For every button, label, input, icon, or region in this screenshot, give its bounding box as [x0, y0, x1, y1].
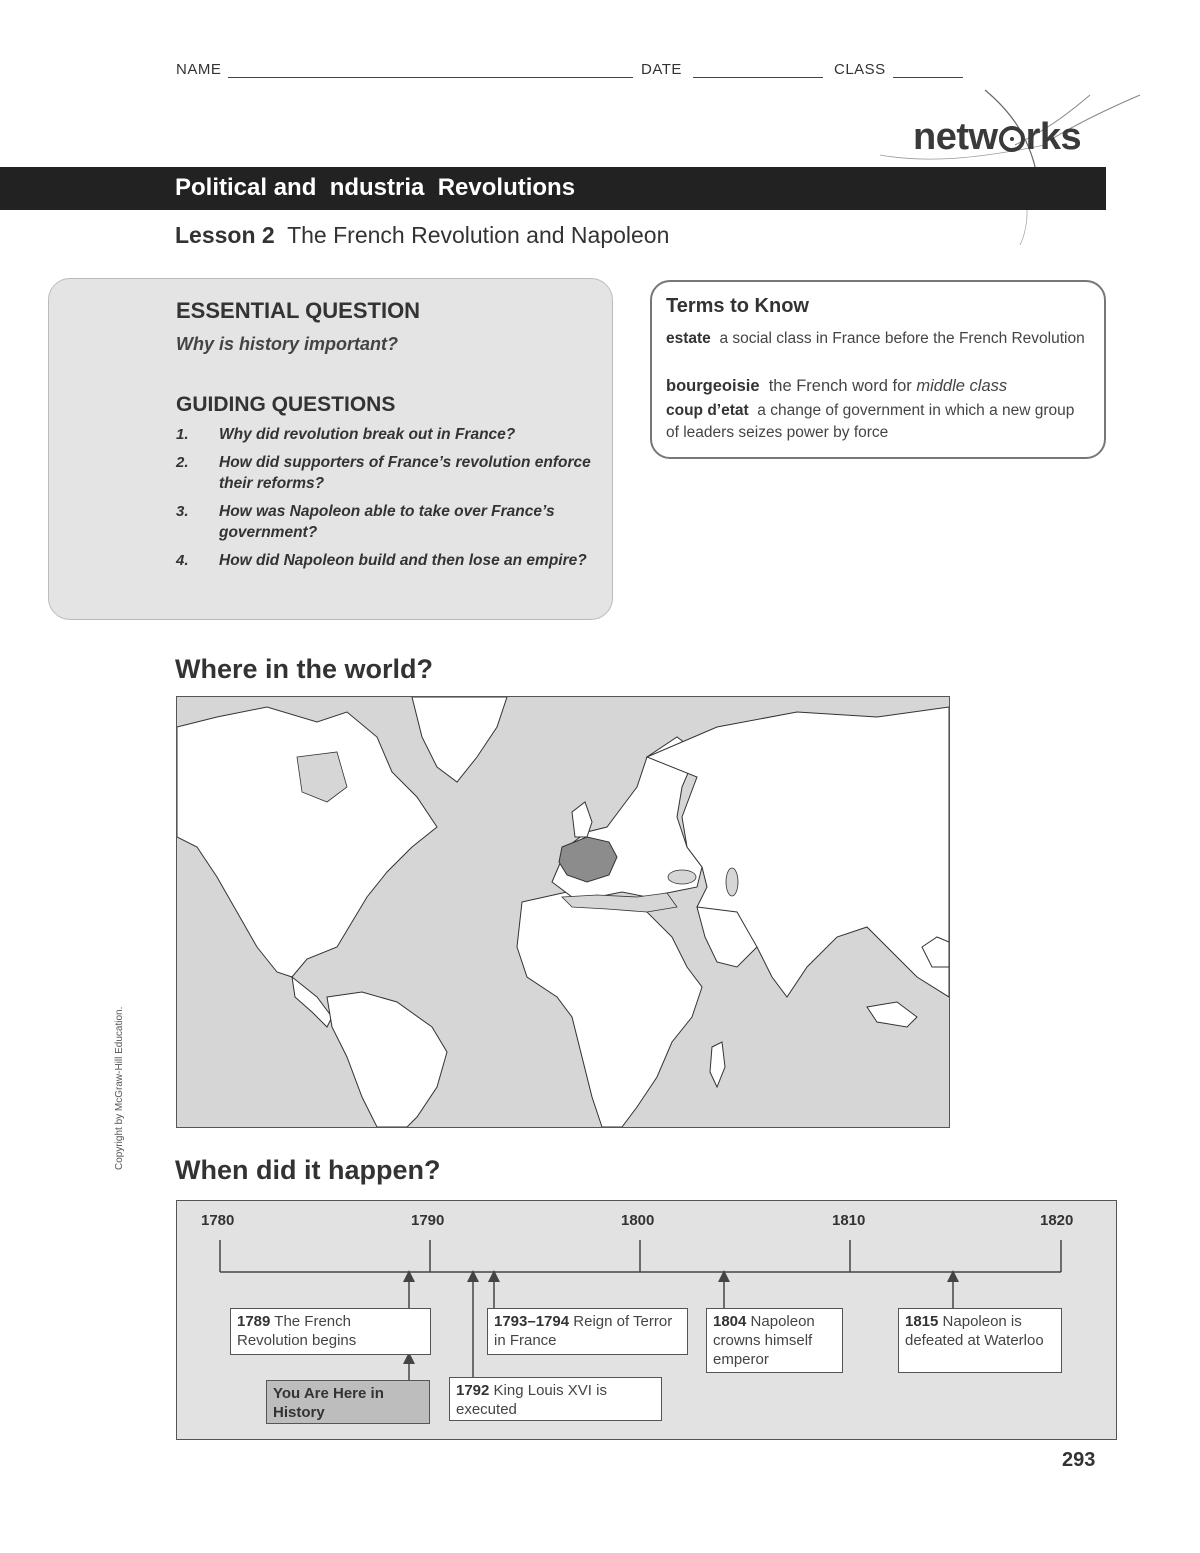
name-field[interactable]: [228, 77, 633, 78]
guiding-question-number: 3.: [176, 503, 189, 520]
term-item: [666, 400, 1086, 444]
event-year: 1792: [456, 1382, 490, 1399]
timeline-year-label: 1820: [1040, 1212, 1074, 1229]
term-definition-italic: middle class: [916, 377, 1008, 395]
world-map-graphic: [177, 697, 949, 1127]
event-text: Napoleon is defeated at Waterloo: [905, 1313, 1044, 1349]
guiding-question-number: 4.: [176, 552, 189, 569]
timeline-section-heading: When did it happen?: [175, 1155, 441, 1185]
lesson-title: [175, 222, 669, 249]
brand-logo: [913, 116, 1081, 159]
brand-swoosh-icon: [875, 85, 1145, 245]
timeline-year-label: 1800: [621, 1212, 655, 1229]
copyright-notice: Copyright by McGraw-Hill Education.: [114, 1006, 125, 1170]
essential-question-heading: ESSENTIAL QUESTION: [176, 298, 421, 323]
term-word: bourgeoisie: [666, 377, 760, 395]
guiding-question: How was Napoleon able to take over France’s government?: [219, 503, 555, 541]
timeline-event: [449, 1377, 662, 1421]
term-definition: a change of government in which a new group of leaders seizes power by force: [666, 402, 1075, 441]
brand-suffix: rks: [1025, 116, 1082, 158]
world-map: [176, 696, 950, 1128]
term-item: [666, 375, 1086, 397]
event-text: King Louis XVI is executed: [456, 1382, 607, 1418]
timeline-event: [706, 1308, 843, 1373]
map-section-heading: Where in the world?: [175, 654, 434, 684]
timeline-event: [230, 1308, 431, 1355]
essential-question-text: Why is history important?: [176, 334, 399, 354]
event-year: 1815: [905, 1313, 939, 1330]
timeline-year-label: 1810: [832, 1212, 866, 1229]
lesson-number: Lesson 2: [175, 222, 275, 248]
term-item: [666, 328, 1086, 350]
event-text: Reign of Terror in France: [494, 1313, 673, 1349]
timeline-year-label: 1780: [201, 1212, 235, 1229]
name-label: NAME: [176, 61, 222, 78]
guiding-question: Why did revolution break out in France?: [219, 426, 516, 443]
term-definition: a social class in France before the French Revolution: [719, 330, 1085, 347]
page-number: 293: [1062, 1449, 1096, 1471]
timeline-year-label: 1790: [411, 1212, 445, 1229]
guiding-question: How did Napoleon build and then lose an empire?: [219, 552, 587, 569]
terms-title: Terms to Know: [666, 295, 809, 317]
event-year: 1804: [713, 1313, 747, 1330]
globe-icon: [999, 126, 1025, 152]
date-field[interactable]: [693, 77, 823, 78]
brand-prefix: netw: [913, 116, 998, 158]
guiding-question-number: 2.: [176, 454, 189, 471]
date-label: DATE: [641, 61, 682, 78]
term-word: estate: [666, 330, 711, 347]
event-year: 1789: [237, 1313, 271, 1330]
lesson-name: The French Revolution and Napoleon: [287, 222, 670, 248]
you-are-here-box: You Are Here in History: [266, 1380, 430, 1424]
class-label: CLASS: [834, 61, 886, 78]
timeline-event: [898, 1308, 1062, 1373]
event-text: Napoleon crowns himself emperor: [713, 1313, 815, 1368]
term-definition: the French word for: [768, 377, 912, 395]
timeline-event: [487, 1308, 688, 1355]
event-text: The French Revolution begins: [237, 1313, 357, 1349]
class-field[interactable]: [893, 77, 963, 78]
guiding-question: How did supporters of France’s revolution enforce their reforms?: [219, 454, 591, 492]
guiding-questions-heading: GUIDING QUESTIONS: [176, 393, 396, 416]
event-year: 1793–1794: [494, 1313, 570, 1330]
guiding-question-number: 1.: [176, 426, 189, 443]
chapter-title: Political and ndustria Revolutions: [175, 174, 576, 201]
term-word: coup d’etat: [666, 402, 749, 419]
